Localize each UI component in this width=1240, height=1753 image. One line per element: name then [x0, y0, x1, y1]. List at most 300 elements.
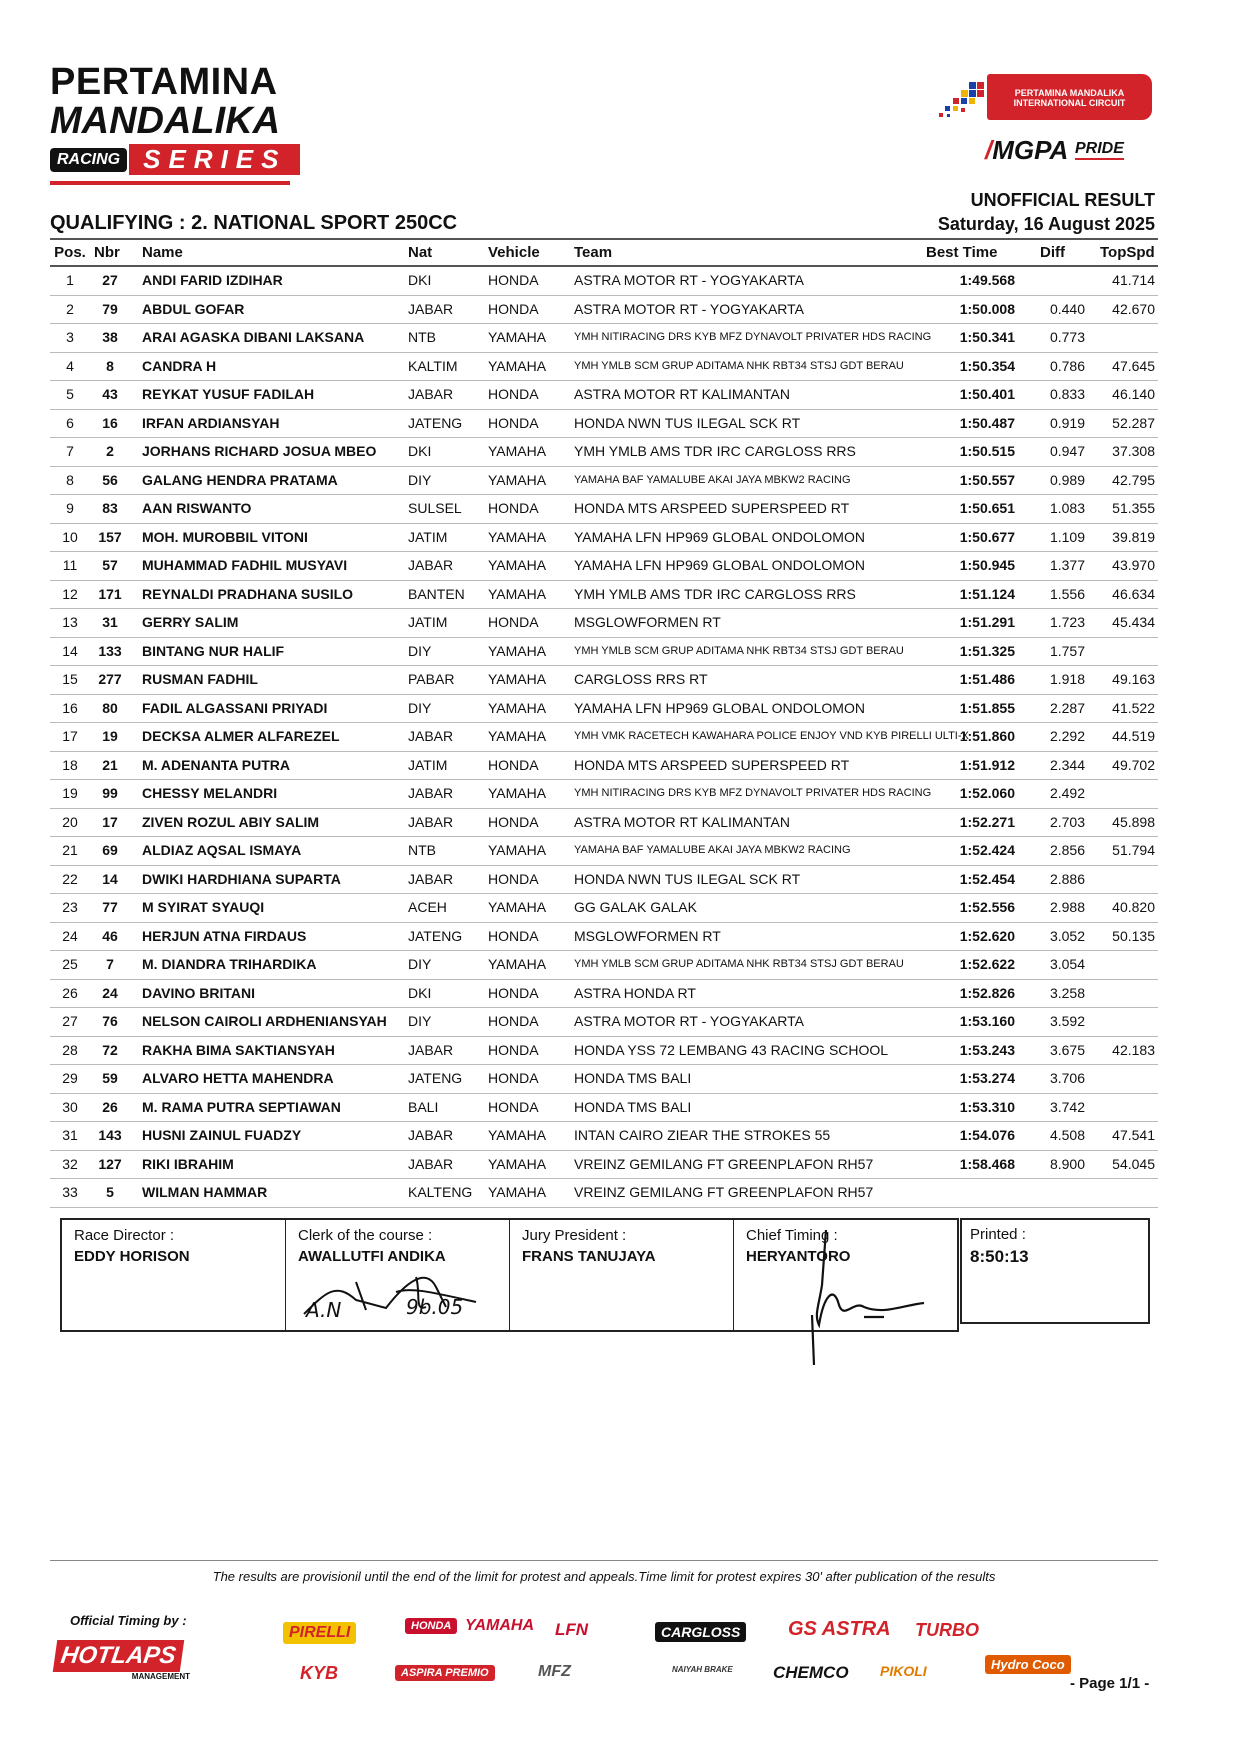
topspd-cell: 47.541 [1112, 1127, 1155, 1143]
timing-signature-icon [764, 1225, 944, 1365]
table-row [50, 809, 1158, 838]
pos-cell: 29 [62, 1070, 78, 1086]
name-cell: ARAI AGASKA DIBANI LAKSANA [142, 329, 365, 345]
table-row [50, 410, 1158, 439]
nat-cell: JATENG [408, 927, 463, 944]
diff-cell: 0.989 [1049, 471, 1085, 488]
diff-cell: 3.258 [1049, 984, 1085, 1001]
nbr-cell: 133 [98, 642, 122, 659]
vehicle-cell: YAMAHA [488, 728, 547, 744]
nat-cell: BANTEN [408, 585, 465, 602]
name-cell: IRFAN ARDIANSYAH [142, 414, 280, 431]
name-cell: FADIL ALGASSANI PRIYADI [142, 699, 328, 716]
team-cell: VREINZ GEMILANG FT GREENPLAFON RH57 [574, 1155, 874, 1172]
table-row [50, 438, 1158, 467]
pos-cell: 7 [66, 443, 74, 459]
name-cell: MOH. MUROBBIL VITONI [142, 528, 308, 545]
page-number: - Page 1/1 - [1070, 1675, 1150, 1692]
diff-cell: 1.723 [1049, 614, 1085, 630]
vehicle-cell: HONDA [488, 1070, 539, 1086]
table-body [50, 267, 1158, 1208]
official-title: Jury President : [522, 1227, 627, 1244]
sponsor-logo: CHEMCO [773, 1663, 849, 1682]
col-team: Team [574, 244, 613, 261]
table-row [50, 1037, 1158, 1066]
table-row [50, 866, 1158, 895]
team-cell: YAMAHA LFN HP969 GLOBAL ONDOLOMON [574, 528, 865, 545]
sponsor-logo: GS ASTRA [788, 1618, 891, 1640]
diff-cell: 3.052 [1049, 927, 1085, 944]
diff-cell: 8.900 [1049, 1155, 1085, 1172]
vehicle-cell: HONDA [488, 1041, 539, 1058]
table-row [50, 923, 1158, 952]
best-time-cell: 1:50.677 [959, 528, 1015, 545]
table-row [50, 1179, 1158, 1208]
diff-cell: 3.054 [1049, 956, 1085, 972]
team-cell: INTAN CAIRO ZIEAR THE STROKES 55 [574, 1127, 831, 1143]
best-time-cell: 1:50.354 [959, 357, 1015, 374]
nbr-cell: 79 [102, 300, 118, 317]
pos-cell: 25 [62, 956, 78, 972]
nbr-cell: 14 [102, 870, 118, 887]
name-cell: RIKI IBRAHIM [142, 1155, 234, 1172]
name-cell: M SYIRAT SYAUQI [142, 899, 265, 915]
team-cell: HONDA MTS ARSPEED SUPERSPEED RT [574, 756, 850, 773]
diff-cell: 4.508 [1049, 1127, 1085, 1143]
logo-series: SERIES [129, 144, 300, 175]
topspd-cell: 49.702 [1112, 756, 1155, 773]
best-time-cell: 1:53.160 [959, 1013, 1015, 1029]
nbr-cell: 157 [98, 528, 122, 545]
team-cell: VREINZ GEMILANG FT GREENPLAFON RH57 [574, 1184, 874, 1200]
nat-cell: KALTIM [408, 357, 458, 374]
vehicle-cell: YAMAHA [488, 443, 547, 459]
nat-cell: DKI [408, 272, 432, 288]
logo-underline [50, 181, 290, 185]
nat-cell: DIY [408, 1013, 432, 1029]
nbr-cell: 16 [102, 414, 118, 431]
best-time-cell: 1:52.826 [959, 984, 1015, 1001]
best-time-cell: 1:50.008 [959, 300, 1015, 317]
name-cell: ALDIAZ AQSAL ISMAYA [142, 842, 302, 858]
table-row [50, 552, 1158, 581]
col-nbr: Nbr [94, 244, 120, 261]
team-cell: YAMAHA BAF YAMALUBE AKAI JAYA MBKW2 RACING [574, 844, 851, 856]
diff-cell: 1.757 [1049, 642, 1085, 659]
nbr-cell: 27 [102, 272, 118, 288]
topspd-cell: 41.714 [1112, 272, 1155, 288]
result-status: UNOFFICIAL RESULT [970, 190, 1155, 210]
team-cell: ASTRA MOTOR RT KALIMANTAN [574, 813, 791, 830]
vehicle-cell: YAMAHA [488, 557, 547, 573]
team-cell: YMH YMLB AMS TDR IRC CARGLOSS RRS [574, 585, 856, 602]
table-row [50, 1151, 1158, 1180]
name-cell: CHESSY MELANDRI [142, 785, 278, 801]
pos-cell: 10 [62, 528, 78, 545]
nat-cell: JABAR [408, 1155, 454, 1172]
team-cell: HONDA YSS 72 LEMBANG 43 RACING SCHOOL [574, 1041, 889, 1058]
team-cell: ASTRA MOTOR RT - YOGYAKARTA [574, 1013, 805, 1029]
nat-cell: JABAR [408, 1041, 454, 1058]
nbr-cell: 77 [102, 899, 118, 915]
vehicle-cell: YAMAHA [488, 357, 547, 374]
sponsor-logo: CARGLOSS [655, 1622, 746, 1642]
table-row [50, 980, 1158, 1009]
pos-cell: 2 [66, 300, 74, 317]
diff-cell: 2.344 [1049, 756, 1085, 773]
diff-cell: 3.742 [1049, 1098, 1085, 1115]
logo-line-2: MANDALIKA [50, 100, 281, 142]
diff-cell: 1.918 [1049, 671, 1085, 687]
name-cell: ALVARO HETTA MAHENDRA [142, 1070, 334, 1086]
team-cell: MSGLOWFORMEN RT [574, 927, 721, 944]
table-row [50, 638, 1158, 667]
nbr-cell: 8 [106, 357, 114, 374]
pos-cell: 13 [62, 614, 78, 630]
vehicle-cell: HONDA [488, 614, 539, 630]
table-header [50, 238, 1158, 267]
diff-cell: 3.706 [1049, 1070, 1085, 1086]
name-cell: CANDRA H [142, 357, 217, 374]
name-cell: ABDUL GOFAR [142, 300, 245, 317]
pos-cell: 23 [62, 899, 78, 915]
series-logo [50, 62, 300, 185]
topspd-cell: 42.183 [1112, 1041, 1155, 1058]
pos-cell: 8 [66, 471, 74, 488]
official-clerk [286, 1220, 510, 1330]
vehicle-cell: HONDA [488, 386, 539, 402]
name-cell: NELSON CAIROLI ARDHENIANSYAH [142, 1013, 387, 1029]
table-row [50, 381, 1158, 410]
table-row [50, 267, 1158, 296]
pos-cell: 30 [62, 1098, 78, 1115]
pos-cell: 15 [62, 671, 78, 687]
team-cell: HONDA TMS BALI [574, 1070, 692, 1086]
sponsor-logo: PIKOLI [880, 1663, 927, 1679]
nbr-cell: 17 [102, 813, 118, 830]
nbr-cell: 171 [98, 585, 122, 602]
diff-cell: 2.287 [1049, 699, 1085, 716]
nat-cell: DIY [408, 642, 432, 659]
name-cell: REYNALDI PRADHANA SUSILO [142, 585, 354, 602]
vehicle-cell: YAMAHA [488, 956, 547, 972]
vehicle-cell: HONDA [488, 300, 539, 317]
circuit-logo [935, 72, 1160, 124]
team-cell: HONDA TMS BALI [574, 1098, 692, 1115]
topspd-cell: 37.308 [1112, 443, 1155, 459]
pos-cell: 18 [62, 756, 78, 773]
diff-cell: 1.556 [1049, 585, 1085, 602]
svg-text:9b.05: 9b.05 [406, 1295, 464, 1319]
nat-cell: JATENG [408, 414, 463, 431]
logo-line-1: PERTAMINA [50, 61, 278, 103]
circuit-badge: PERTAMINA MANDALIKA INTERNATIONAL CIRCUIT [987, 74, 1152, 120]
nbr-cell: 5 [106, 1184, 114, 1200]
vehicle-cell: YAMAHA [488, 785, 547, 801]
vehicle-cell: HONDA [488, 927, 539, 944]
diff-cell: 0.786 [1049, 357, 1085, 374]
pos-cell: 19 [62, 785, 78, 801]
name-cell: GALANG HENDRA PRATAMA [142, 471, 338, 488]
vehicle-cell: HONDA [488, 813, 539, 830]
table-row [50, 723, 1158, 752]
vehicle-cell: HONDA [488, 756, 539, 773]
topspd-cell: 54.045 [1112, 1155, 1155, 1172]
vehicle-cell: HONDA [488, 1013, 539, 1029]
nat-cell: JATIM [408, 614, 448, 630]
official-race-director [62, 1220, 286, 1330]
official-timing-label: Official Timing by : [70, 1613, 187, 1628]
nbr-cell: 21 [102, 756, 118, 773]
pos-cell: 21 [62, 842, 78, 858]
team-cell: ASTRA MOTOR RT - YOGYAKARTA [574, 300, 805, 317]
team-cell: YAMAHA LFN HP969 GLOBAL ONDOLOMON [574, 699, 865, 716]
team-cell: HONDA MTS ARSPEED SUPERSPEED RT [574, 500, 850, 516]
topspd-cell: 39.819 [1112, 528, 1155, 545]
name-cell: DWIKI HARDHIANA SUPARTA [142, 870, 341, 887]
best-time-cell: 1:50.945 [959, 557, 1015, 573]
nbr-cell: 2 [106, 443, 114, 459]
best-time-cell: 1:53.243 [959, 1041, 1015, 1058]
nat-cell: JATIM [408, 756, 448, 773]
best-time-cell: 1:50.651 [959, 500, 1015, 516]
nbr-cell: 127 [98, 1155, 122, 1172]
team-cell: YMH NITIRACING DRS KYB MFZ DYNAVOLT PRIVATER HDS RACING [574, 331, 932, 343]
diff-cell: 2.492 [1049, 785, 1085, 801]
pos-cell: 11 [62, 557, 78, 573]
best-time-cell: 1:50.557 [959, 471, 1015, 488]
vehicle-cell: YAMAHA [488, 699, 547, 716]
table-row [50, 951, 1158, 980]
pos-cell: 20 [62, 813, 78, 830]
official-title: Race Director : [74, 1227, 175, 1244]
name-cell: REYKAT YUSUF FADILAH [142, 386, 315, 402]
best-time-cell: 1:49.568 [959, 272, 1015, 288]
nbr-cell: 57 [102, 557, 118, 573]
table-row [50, 296, 1158, 325]
best-time-cell: 1:52.622 [959, 956, 1015, 972]
nat-cell: SULSEL [408, 500, 462, 516]
diff-cell: 1.377 [1049, 557, 1085, 573]
team-cell: YMH YMLB SCM GRUP ADITAMA NHK RBT34 STSJ GDT BERAU [574, 359, 904, 372]
team-cell: ASTRA MOTOR RT - YOGYAKARTA [574, 272, 805, 288]
nat-cell: JATIM [408, 528, 448, 545]
vehicle-cell: YAMAHA [488, 842, 547, 858]
team-cell: YMH YMLB SCM GRUP ADITAMA NHK RBT34 STSJ GDT BERAU [574, 644, 904, 657]
col-vehicle: Vehicle [488, 244, 540, 261]
table-row [50, 495, 1158, 524]
official-name: HERYANTORO [746, 1248, 851, 1265]
vehicle-cell: YAMAHA [488, 1127, 547, 1143]
col-topspd: TopSpd [1100, 244, 1155, 261]
pos-cell: 14 [62, 642, 78, 659]
nat-cell: KALTENG [408, 1184, 473, 1200]
table-row [50, 1008, 1158, 1037]
sponsor-logo: ASPIRA PREMIO [395, 1665, 495, 1681]
official-title: Clerk of the course : [298, 1227, 433, 1244]
best-time-cell: 1:51.855 [959, 699, 1015, 716]
team-cell: HONDA NWN TUS ILEGAL SCK RT [574, 870, 801, 887]
sponsor-logo: PIRELLI [283, 1622, 356, 1644]
name-cell: AAN RISWANTO [142, 500, 252, 516]
best-time-cell: 1:52.424 [959, 842, 1015, 858]
nat-cell: JABAR [408, 870, 454, 887]
col-nat: Nat [408, 244, 433, 261]
team-cell: YMH NITIRACING DRS KYB MFZ DYNAVOLT PRIVATER HDS RACING [574, 787, 932, 799]
name-cell: MUHAMMAD FADHIL MUSYAVI [142, 557, 348, 573]
vehicle-cell: YAMAHA [488, 671, 547, 687]
nbr-cell: 43 [102, 386, 118, 402]
topspd-cell: 46.634 [1112, 585, 1155, 602]
vehicle-cell: HONDA [488, 870, 539, 887]
vehicle-cell: YAMAHA [488, 528, 547, 545]
name-cell: ZIVEN ROZUL ABIY SALIM [142, 813, 320, 830]
name-cell: M. DIANDRA TRIHARDIKA [142, 956, 317, 972]
nat-cell: JATENG [408, 1070, 463, 1086]
vehicle-cell: YAMAHA [488, 642, 547, 659]
topspd-cell: 46.140 [1112, 386, 1155, 402]
nat-cell: JABAR [408, 785, 454, 801]
best-time-cell: 1:54.076 [959, 1127, 1015, 1143]
topspd-cell: 49.163 [1112, 671, 1155, 687]
diff-cell: 2.703 [1049, 813, 1085, 830]
col-diff: Diff [1040, 244, 1065, 261]
officials-box [60, 1218, 959, 1332]
diff-cell: 3.675 [1049, 1041, 1085, 1058]
nbr-cell: 143 [98, 1127, 122, 1143]
pos-cell: 6 [66, 414, 74, 431]
topspd-cell: 45.898 [1112, 813, 1155, 830]
table-row [50, 1122, 1158, 1151]
protest-disclaimer: The results are provisionil until the end of the limit for protest and appeals.Time limit for protest expires 30' after publication of the results [50, 1560, 1158, 1584]
nat-cell: PABAR [408, 671, 455, 687]
name-cell: M. ADENANTA PUTRA [142, 756, 291, 773]
pos-cell: 22 [62, 870, 78, 887]
name-cell: RAKHA BIMA SAKTIANSYAH [142, 1041, 335, 1058]
nbr-cell: 26 [102, 1098, 118, 1115]
vehicle-cell: YAMAHA [488, 899, 547, 915]
nat-cell: JABAR [408, 557, 454, 573]
pos-cell: 24 [62, 927, 78, 944]
name-cell: DAVINO BRITANI [142, 984, 256, 1001]
best-time-cell: 1:52.454 [959, 870, 1015, 887]
checker-dots-icon [935, 80, 985, 120]
team-cell: MSGLOWFORMEN RT [574, 614, 721, 630]
team-cell: GG GALAK GALAK [574, 899, 697, 915]
col-best-time: Best Time [926, 244, 998, 261]
best-time-cell: 1:50.341 [959, 329, 1015, 345]
team-cell: ASTRA MOTOR RT KALIMANTAN [574, 386, 791, 402]
table-row [50, 324, 1158, 353]
nbr-cell: 59 [102, 1070, 118, 1086]
team-cell: YMH VMK RACETECH KAWAHARA POLICE ENJOY VND KYB PIRELLI ULTI-X [574, 730, 969, 742]
topspd-cell: 51.355 [1112, 500, 1155, 516]
table-row [50, 695, 1158, 724]
nbr-cell: 19 [102, 728, 118, 744]
table-row [50, 467, 1158, 496]
table-row [50, 609, 1158, 638]
nat-cell: DKI [408, 984, 432, 1001]
pos-cell: 12 [62, 585, 78, 602]
nat-cell: JABAR [408, 813, 454, 830]
diff-cell: 0.773 [1049, 329, 1085, 345]
name-cell: WILMAN HAMMAR [142, 1184, 268, 1200]
hotlaps-logo: HOTLAPS MANAGEMENT [55, 1640, 195, 1682]
table-row [50, 752, 1158, 781]
pride-logo: PRIDE [1075, 140, 1124, 160]
topspd-cell: 42.795 [1112, 471, 1155, 488]
topspd-cell: 40.820 [1112, 899, 1155, 915]
nbr-cell: 56 [102, 471, 118, 488]
table-row [50, 581, 1158, 610]
diff-cell: 2.988 [1049, 899, 1085, 915]
topspd-cell: 52.287 [1112, 414, 1155, 431]
clerk-signature-icon [296, 1262, 486, 1322]
pos-cell: 1 [66, 272, 74, 288]
diff-cell: 1.109 [1049, 528, 1085, 545]
name-cell: M. RAMA PUTRA SEPTIAWAN [142, 1098, 341, 1115]
diff-cell: 3.592 [1049, 1013, 1085, 1029]
sponsor-logo: KYB [300, 1663, 339, 1683]
results-table [50, 238, 1158, 1208]
pos-cell: 26 [62, 984, 78, 1001]
nbr-cell: 83 [102, 500, 118, 516]
official-title: Chief Timing : [746, 1227, 838, 1244]
vehicle-cell: HONDA [488, 272, 539, 288]
nbr-cell: 24 [102, 984, 118, 1001]
sponsor-logo: HONDA [405, 1618, 457, 1634]
team-cell: YMH YMLB AMS TDR IRC CARGLOSS RRS [574, 443, 856, 459]
session-title: QUALIFYING : 2. NATIONAL SPORT 250CC [50, 212, 458, 234]
sponsor-logo: NAIYAH BRAKE [672, 1665, 733, 1674]
best-time-cell: 1:51.912 [959, 756, 1015, 773]
sponsor-logo: Hydro Coco [985, 1655, 1071, 1674]
official-jury-president [510, 1220, 734, 1330]
topspd-cell: 44.519 [1112, 728, 1155, 744]
name-cell: RUSMAN FADHIL [142, 671, 258, 687]
diff-cell: 0.919 [1049, 414, 1085, 431]
table-row [50, 1065, 1158, 1094]
vehicle-cell: HONDA [488, 1098, 539, 1115]
best-time-cell: 1:52.620 [959, 927, 1015, 944]
diff-cell: 0.440 [1049, 300, 1085, 317]
nbr-cell: 31 [102, 614, 118, 630]
name-cell: HUSNI ZAINUL FUADZY [142, 1127, 302, 1143]
best-time-cell: 1:50.487 [959, 414, 1015, 431]
nbr-cell: 7 [106, 956, 114, 972]
printed-time: 8:50:13 [970, 1247, 1029, 1266]
pos-cell: 32 [62, 1155, 78, 1172]
best-time-cell: 1:52.271 [959, 813, 1015, 830]
diff-cell: 2.886 [1049, 870, 1085, 887]
diff-cell: 0.947 [1049, 443, 1085, 459]
topspd-cell: 47.645 [1112, 357, 1155, 374]
team-cell: HONDA NWN TUS ILEGAL SCK RT [574, 414, 801, 431]
diff-cell: 0.833 [1049, 386, 1085, 402]
table-row [50, 524, 1158, 553]
vehicle-cell: HONDA [488, 414, 539, 431]
pos-cell: 5 [66, 386, 74, 402]
pos-cell: 27 [62, 1013, 78, 1029]
nat-cell: DIY [408, 956, 432, 972]
printed-label: Printed : [970, 1226, 1026, 1243]
nbr-cell: 46 [102, 927, 118, 944]
nbr-cell: 69 [102, 842, 118, 858]
vehicle-cell: YAMAHA [488, 1184, 547, 1200]
nat-cell: JABAR [408, 1127, 454, 1143]
sponsor-logo: TURBO [915, 1620, 979, 1640]
diff-cell: 2.856 [1049, 842, 1085, 858]
